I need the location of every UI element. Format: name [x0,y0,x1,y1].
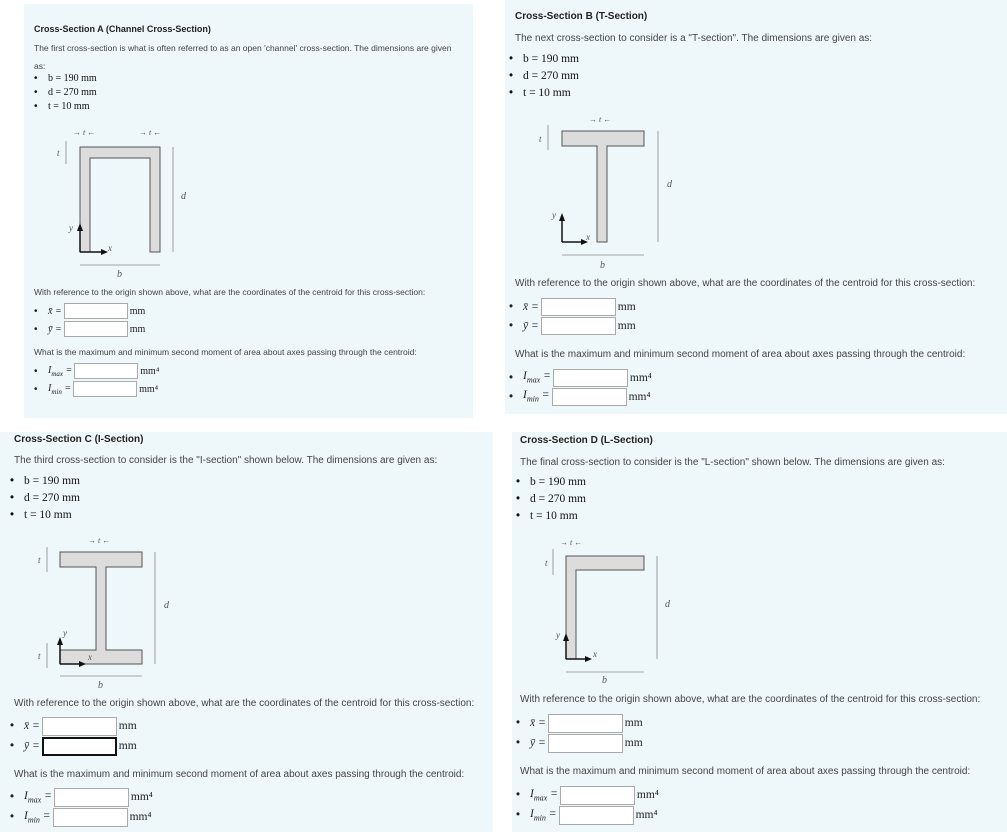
section-d-intro: The final cross-section to consider is the "L-section" shown below. The dimensions are given as: [520,457,945,468]
t-side-label: t [545,558,548,568]
xbar-input[interactable] [548,714,623,733]
dim-b: • b = 190 mm [34,72,97,86]
section-d-moment-question: What is the maximum and minimum second moment of area about axes passing through the centroid: [520,766,971,777]
ybar-row: • ȳ = mm [34,320,145,338]
imax-input[interactable] [553,369,628,387]
imin-row: • $I_{min}$ = mm⁴ [10,807,153,827]
channel-shape [80,147,160,252]
xbar-row: • x̄ = mm [10,716,137,736]
imax-row: • $I_{max}$ = mm⁴ [10,787,153,807]
d-label: d [667,179,672,190]
xbar-row: • x̄ = mm [34,302,145,320]
ybar-input[interactable] [64,321,128,337]
section-a-panel [24,4,473,418]
ybar-input[interactable] [541,317,616,335]
ybar-input[interactable] [42,737,117,756]
y-arrow [559,213,565,221]
section-a-centroid-answers [34,302,145,338]
y-axis-label: y [556,630,560,640]
section-a-moment-question: What is the maximum and minimum second moment of area about axes passing through the centroid: [34,347,417,357]
dim-d: • d = 270 mm [516,491,586,508]
t-top-label: → t ← [589,115,612,124]
section-b-moment-question: What is the maximum and minimum second moment of area about axes passing through the centroid: [515,349,966,360]
section-c-panel [0,432,493,832]
section-b-intro: The next cross-section to consider is a "T-section". The dimensions are given as: [515,33,873,44]
i-shape [60,552,142,664]
xbar-input[interactable] [42,717,117,736]
section-a-centroid-question: With reference to the origin shown above, what are the coordinates of the centroid for this cross-section: [34,287,426,297]
dim-d: • d = 270 mm [509,68,579,85]
b-label: b [117,269,122,280]
t-top-label: → t ← [560,538,583,547]
dim-t: • t = 10 mm [509,85,579,102]
t-side-label: t [57,148,60,158]
xbar-input[interactable] [541,298,616,316]
imax-row: • $I_{max}$ = mm⁴ [509,368,652,387]
d-label: d [164,600,169,611]
section-b-title: Cross-Section B (T-Section) [515,11,648,22]
section-d-title: Cross-Section D (L-Section) [520,435,653,446]
y-axis-label: y [69,223,73,233]
dim-b: • b = 190 mm [509,51,579,68]
x-axis-label: x [88,652,92,662]
ybar-row: • ȳ = mm [10,736,137,756]
xbar-row: • x̄ = mm [509,297,636,316]
dim-d: • d = 270 mm [34,86,97,100]
d-label: d [181,191,186,202]
imax-row: • $I_{max}$ = mm⁴ [516,785,659,805]
x-axis-label: x [108,243,112,253]
y-arrow [57,637,63,645]
b-label: b [602,675,607,686]
imin-input[interactable] [53,808,128,827]
dim-t: • t = 10 mm [34,100,97,114]
imin-input[interactable] [552,388,627,406]
dim-d: • d = 270 mm [10,490,80,507]
x-arrow [101,249,108,255]
dim-b: • b = 190 mm [516,474,586,491]
imin-row: • $I_{min}$ = mm⁴ [516,805,659,825]
section-b-centroid-answers [509,297,636,335]
imax-input[interactable] [560,786,635,805]
dim-t: • t = 10 mm [516,508,586,525]
section-a-title: Cross-Section A (Channel Cross-Section) [34,24,211,34]
b-label: b [98,680,103,691]
section-b-moment-answers [509,368,652,406]
imin-input[interactable] [73,381,137,397]
section-c-moment-question: What is the maximum and minimum second moment of area about axes passing through the centroid: [14,769,465,780]
l-shape [566,556,644,659]
ybar-row: • ȳ = mm [509,316,636,335]
y-axis-label: y [63,628,67,638]
section-c-title: Cross-Section C (I-Section) [14,434,144,445]
xbar-row: • x̄ = mm [516,713,643,733]
section-c-centroid-question: With reference to the origin shown above, what are the coordinates of the centroid for this cross-section: [14,698,475,709]
t-side-label: t [539,134,542,144]
dim-t: • t = 10 mm [10,507,80,524]
section-b-panel [505,0,1007,414]
ybar-input[interactable] [548,734,623,753]
t-top-right-label: → t ← [139,128,162,137]
imin-row: • $I_{min}$ = mm⁴ [34,380,159,398]
section-c-intro: The third cross-section to consider is the "I-section" shown below. The dimensions are given as: [14,455,438,466]
t-top-left-label: → t ← [73,128,96,137]
x-axis-label: x [593,649,597,659]
imin-input[interactable] [559,806,634,825]
section-d-centroid-question: With reference to the origin shown above, what are the coordinates of the centroid for this cross-section: [520,694,981,705]
d-label: d [665,599,670,610]
t-side-label-bottom: t [38,651,41,661]
t-top-label: → t ← [88,536,111,545]
section-d-moment-answers [516,785,659,825]
section-b-centroid-question: With reference to the origin shown above, what are the coordinates of the centroid for this cross-section: [515,278,976,289]
section-c-moment-answers [10,787,153,827]
section-d-centroid-answers [516,713,643,753]
ybar-row: • ȳ = mm [516,733,643,753]
section-a-moment-answers [34,362,159,398]
imax-input[interactable] [54,788,129,807]
x-arrow [585,656,592,662]
y-axis-label: y [552,210,556,220]
t-side-label-top: t [38,555,41,565]
section-c-centroid-answers [10,716,137,756]
imin-row: • $I_{min}$ = mm⁴ [509,387,652,406]
section-a-intro: The first cross-section is what is often referred to as an open 'channel' cross-section. The dimensions are given as: [34,43,452,71]
xbar-input[interactable] [64,303,128,319]
section-d-panel [512,432,1007,832]
dim-b: • b = 190 mm [10,473,80,490]
imax-input[interactable] [74,363,138,379]
b-label: b [600,260,605,271]
imax-row: • $I_{max}$ = mm⁴ [34,362,159,380]
t-shape [562,131,644,242]
x-axis-label: x [586,232,590,242]
